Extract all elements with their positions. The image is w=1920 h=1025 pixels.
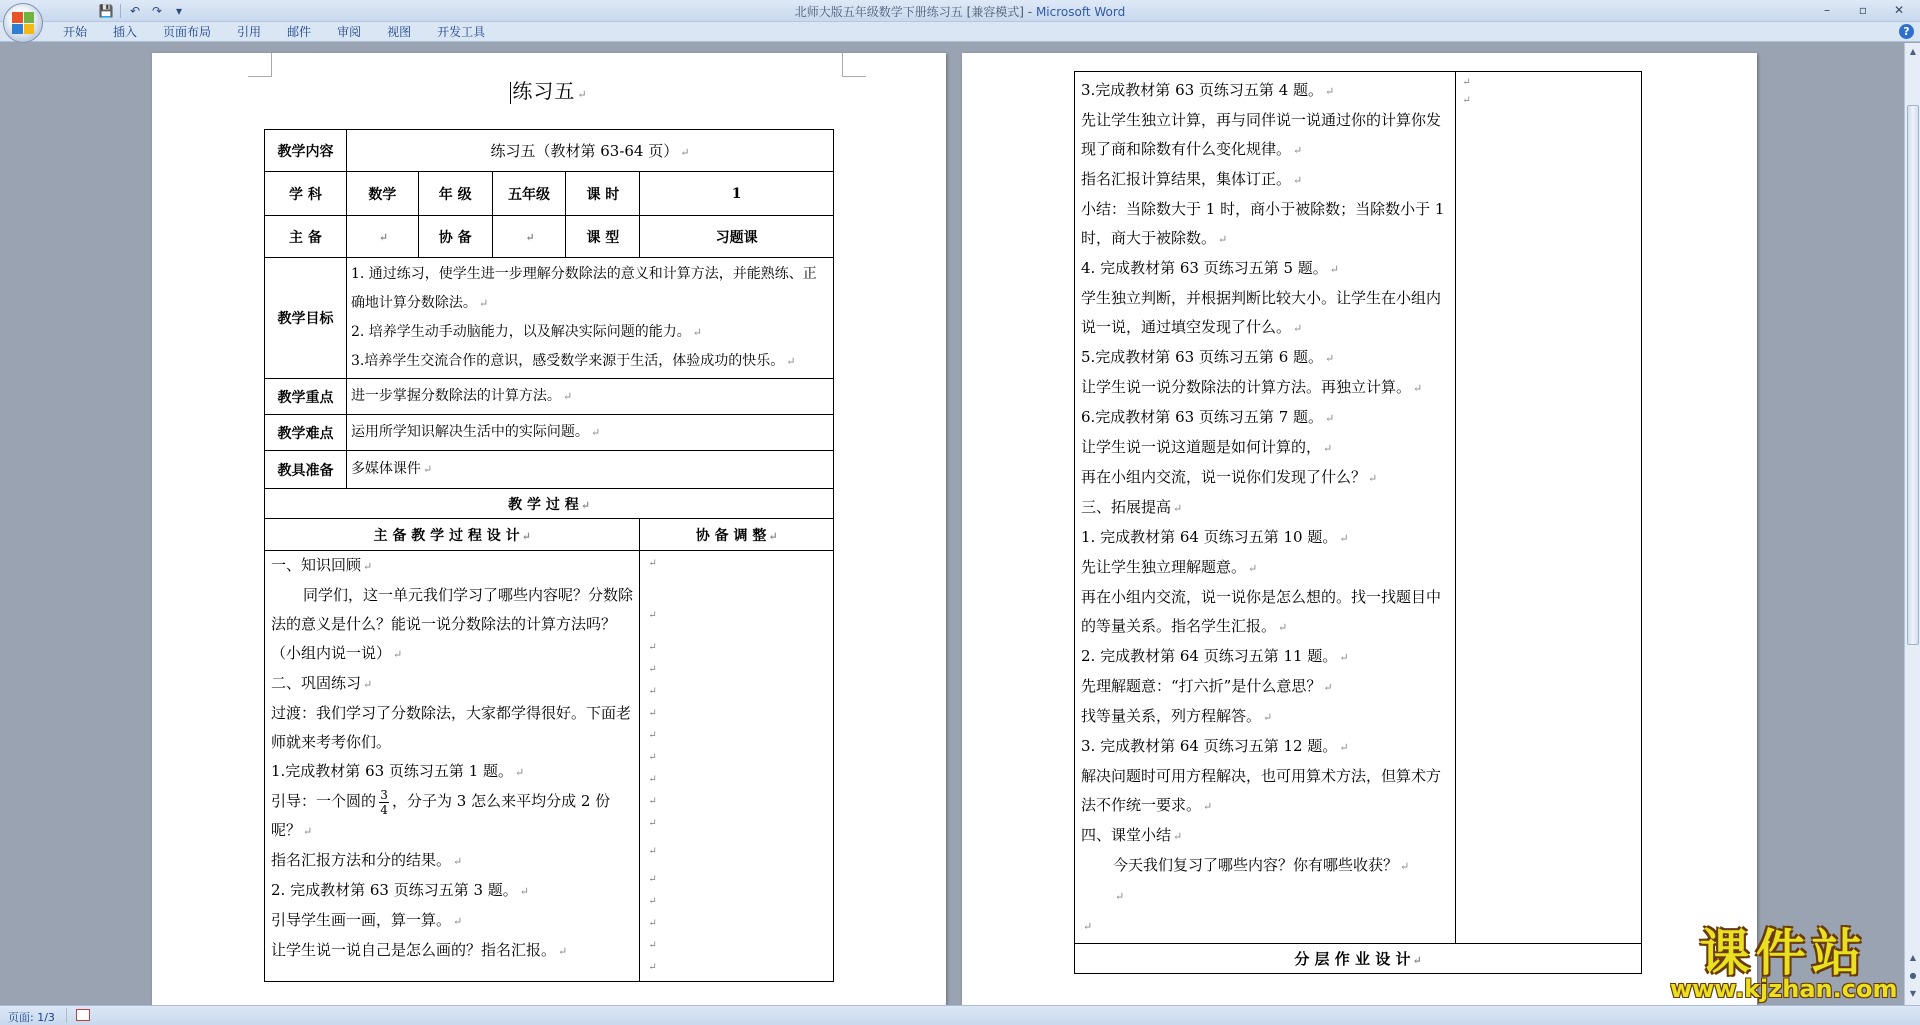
page-indicator[interactable]: 页面: 1/3 [8, 1011, 55, 1024]
minimize-button[interactable]: – [1824, 3, 1830, 17]
tab-view[interactable]: 视图 [387, 25, 412, 39]
co-prep-value[interactable]: ↵ [492, 216, 566, 258]
scrollbar-thumb[interactable] [1907, 105, 1919, 645]
type-value[interactable]: 习题课 [640, 216, 834, 258]
paragraph: 过渡：我们学习了分数除法，大家都学得很好。下面老师就来考考你们。 [271, 704, 632, 751]
page-corner-mark [248, 53, 272, 77]
next-page-icon[interactable]: ▼ [1909, 989, 1917, 998]
empty-paragraph: ↵ [1083, 920, 1093, 933]
paragraph: 6.完成教材第 63 页练习五第 7 题。 ↵ [1081, 408, 1335, 426]
section-heading: 二、巩固练习 ↵ [271, 674, 373, 692]
qat-more-icon[interactable]: ▾ [175, 4, 183, 18]
document-workspace [0, 43, 1904, 1005]
paragraph: 指名汇报计算结果，集体订正。 ↵ [1081, 170, 1303, 188]
status-bar [0, 1005, 1920, 1025]
tab-review[interactable]: 审阅 [337, 25, 362, 39]
fraction: $\frac{3}{4}$ [380, 787, 388, 817]
app-name: Microsoft Word [1035, 5, 1126, 19]
paragraph: 引导学生画一画，算一算。 ↵ [271, 911, 463, 929]
key-point-label: 教学重点 [265, 379, 347, 415]
paragraph: 学生独立判断，并根据判断比较大小。让学生在小组内说一说，通过填空发现了什么。 ↵ [1081, 289, 1442, 336]
ribbon-tabs [0, 22, 1920, 42]
hours-label: 课 时 [566, 172, 640, 216]
paragraph: 让学生说一说自己是怎么画的？指名汇报。 ↵ [271, 941, 568, 959]
watermark-title: 课件站 [1699, 923, 1868, 982]
paragraph: 小结：当除数大于 1 时，商小于被除数；当除数小于 1 时，商大于被除数。 ↵ [1081, 200, 1445, 247]
paragraph: 找等量关系，列方程解答。 ↵ [1081, 707, 1273, 725]
paragraph: 1.完成教材第 63 页练习五第 1 题。 ↵ [271, 762, 525, 780]
process-design-cell[interactable] [265, 551, 640, 982]
tab-insert[interactable]: 插入 [113, 25, 138, 39]
tools-value[interactable]: 多媒体课件 ↵ [346, 451, 833, 489]
watermark-url: www.kjzhan.com [1670, 975, 1898, 1003]
paragraph: 先让学生独立理解题意。 ↵ [1081, 558, 1258, 576]
office-button[interactable] [3, 3, 43, 43]
lesson-plan-table [264, 129, 834, 982]
tools-label: 教具准备 [265, 451, 347, 489]
title-bar [0, 0, 1920, 22]
office-logo-icon [12, 12, 34, 34]
key-point-value[interactable]: 进一步掌握分数除法的计算方法。 ↵ [346, 379, 833, 415]
main-prep-value[interactable]: ↵ [346, 216, 418, 258]
hours-value[interactable]: 1 [640, 172, 834, 216]
paragraph: 让学生说一说分数除法的计算方法。再独立计算。 ↵ [1081, 378, 1423, 396]
process-design-cell[interactable] [1075, 72, 1456, 944]
save-icon[interactable]: 💾 [98, 4, 114, 18]
process-header: 教 学 过 程 ↵ [265, 489, 834, 519]
redo-icon[interactable]: ↷ [151, 4, 163, 18]
tab-references[interactable]: 引用 [237, 25, 262, 39]
tab-home[interactable]: 开始 [63, 25, 88, 39]
difficulty-value[interactable]: 运用所学知识解决生活中的实际问题。 ↵ [346, 415, 833, 451]
vertical-scrollbar[interactable] [1904, 43, 1920, 1005]
lesson-plan-table-continued [1074, 71, 1642, 974]
paragraph: 1. 完成教材第 64 页练习五第 10 题。 ↵ [1081, 528, 1349, 546]
paragraph: 4. 完成教材第 63 页练习五第 5 题。 ↵ [1081, 259, 1340, 277]
proofing-icon[interactable] [76, 1009, 90, 1021]
paragraph: 再在小组内交流，说一说你们发现了什么？ ↵ [1081, 468, 1378, 486]
goals-cell[interactable] [346, 258, 833, 379]
tab-developer[interactable]: 开发工具 [437, 25, 486, 39]
paragraph: 3. 完成教材第 64 页练习五第 12 题。 ↵ [1081, 737, 1349, 755]
status-separator [66, 1008, 67, 1023]
close-button[interactable]: ✕ [1893, 3, 1905, 17]
section-heading: 一、知识回顾 ↵ [271, 556, 373, 574]
scroll-up-icon[interactable]: ▲ [1909, 47, 1917, 56]
help-icon[interactable]: ? [1899, 24, 1914, 39]
prev-page-icon[interactable]: ▲ [1909, 953, 1917, 962]
goal-item: 3.培养学生交流合作的意识，感受数学来源于生活，体验成功的快乐。 ↵ [350, 353, 796, 369]
paragraph: 先让学生独立计算，再与同伴说一说通过你的计算你发现了商和除数有什么变化规律。 ↵ [1081, 111, 1442, 158]
document-title[interactable]: 练习五 ↵ [512, 79, 588, 103]
adjust-header: 协 备 调 整 ↵ [640, 519, 834, 551]
subject-value[interactable]: 数学 [346, 172, 418, 216]
grade-label: 年 级 [418, 172, 492, 216]
paragraph-marks: ↵ ↵ [1462, 77, 1471, 106]
tab-page-layout[interactable]: 页面布局 [163, 25, 212, 39]
title-separator: - [1023, 5, 1036, 19]
tab-mailings[interactable]: 邮件 [287, 25, 312, 39]
paragraph-marks: ↵ ↵ ↵ ↵ ↵ ↵ ↵ ↵ ↵ ↵ ↵ ↵ ↵ ↵ ↵ ↵ ↵ [648, 558, 657, 973]
paragraph: 先理解题意：“打六折”是什么意思？ ↵ [1081, 677, 1333, 695]
paragraph: 3.完成教材第 63 页练习五第 4 题。 ↵ [1081, 81, 1335, 99]
page-1 [152, 53, 946, 1005]
content-value[interactable]: 练习五（教材第 63-64 页） ↵ [346, 130, 833, 172]
page-2 [962, 53, 1757, 1005]
main-prep-label: 主 备 [265, 216, 347, 258]
adjust-cell[interactable] [640, 551, 834, 982]
empty-paragraph: ↵ [1115, 890, 1125, 903]
paragraph: 2. 完成教材第 64 页练习五第 11 题。 ↵ [1081, 647, 1349, 665]
paragraph: 5.完成教材第 63 页练习五第 6 题。 ↵ [1081, 348, 1335, 366]
paragraph: 让学生说一说这道题是如何计算的， ↵ [1081, 438, 1333, 456]
paragraph: 再在小组内交流，说一说你是怎么想的。找一找题目中的等量关系。指名学生汇报。 ↵ [1081, 588, 1442, 635]
co-prep-label: 协 备 [418, 216, 492, 258]
window-controls [1810, 1, 1916, 19]
section-heading: 四、课堂小结 ↵ [1081, 826, 1183, 844]
goal-item: 1. 通过练习，使学生进一步理解分数除法的意义和计算方法，并能熟练、正确地计算分数除法。 ↵ [350, 266, 817, 311]
grade-value[interactable]: 五年级 [492, 172, 566, 216]
window-title [0, 3, 1920, 20]
design-header: 主 备 教 学 过 程 设 计 ↵ [265, 519, 640, 551]
content-label: 教学内容 [265, 130, 347, 172]
type-label: 课 型 [566, 216, 640, 258]
subject-label: 学 科 [265, 172, 347, 216]
paragraph: 引导：一个圆的 $\frac{3}{4}$ ，分子为 3 怎么来平均分成 2 份呢？ ↵ [271, 787, 611, 839]
difficulty-label: 教学难点 [265, 415, 347, 451]
maximize-button[interactable]: ▫ [1858, 3, 1868, 17]
paragraph: 解决问题时可用方程解决，也可用算术方法，但算术方法不作统一要求。 ↵ [1081, 767, 1442, 814]
paragraph: 指名汇报方法和分的结果。 ↵ [271, 851, 463, 869]
paragraph: 2. 完成教材第 63 页练习五第 3 题。 ↵ [271, 881, 530, 899]
undo-icon[interactable]: ↶ [129, 4, 141, 18]
document-name: 北师大版五年级数学下册练习五 [兼容模式] [794, 5, 1024, 19]
browse-object-icon[interactable]: ● [1909, 971, 1917, 980]
goal-item: 2. 培养学生动手动脑能力，以及解决实际问题的能力。 ↵ [350, 324, 702, 340]
goals-label: 教学目标 [265, 258, 347, 379]
homework-header: 分 层 作 业 设 计 ↵ [1075, 944, 1642, 974]
paragraph: 同学们，这一单元我们学习了哪些内容呢？分数除法的意义是什么？能说一说分数除法的计算方法吗？（小组内说一说） ↵ [271, 586, 634, 662]
page-corner-mark [842, 53, 866, 77]
adjust-cell[interactable] [1456, 72, 1642, 944]
paragraph: 今天我们复习了哪些内容？你有哪些收获？ ↵ [1113, 856, 1410, 874]
section-heading: 三、拓展提高 ↵ [1081, 498, 1183, 516]
watermark [1670, 923, 1898, 1003]
